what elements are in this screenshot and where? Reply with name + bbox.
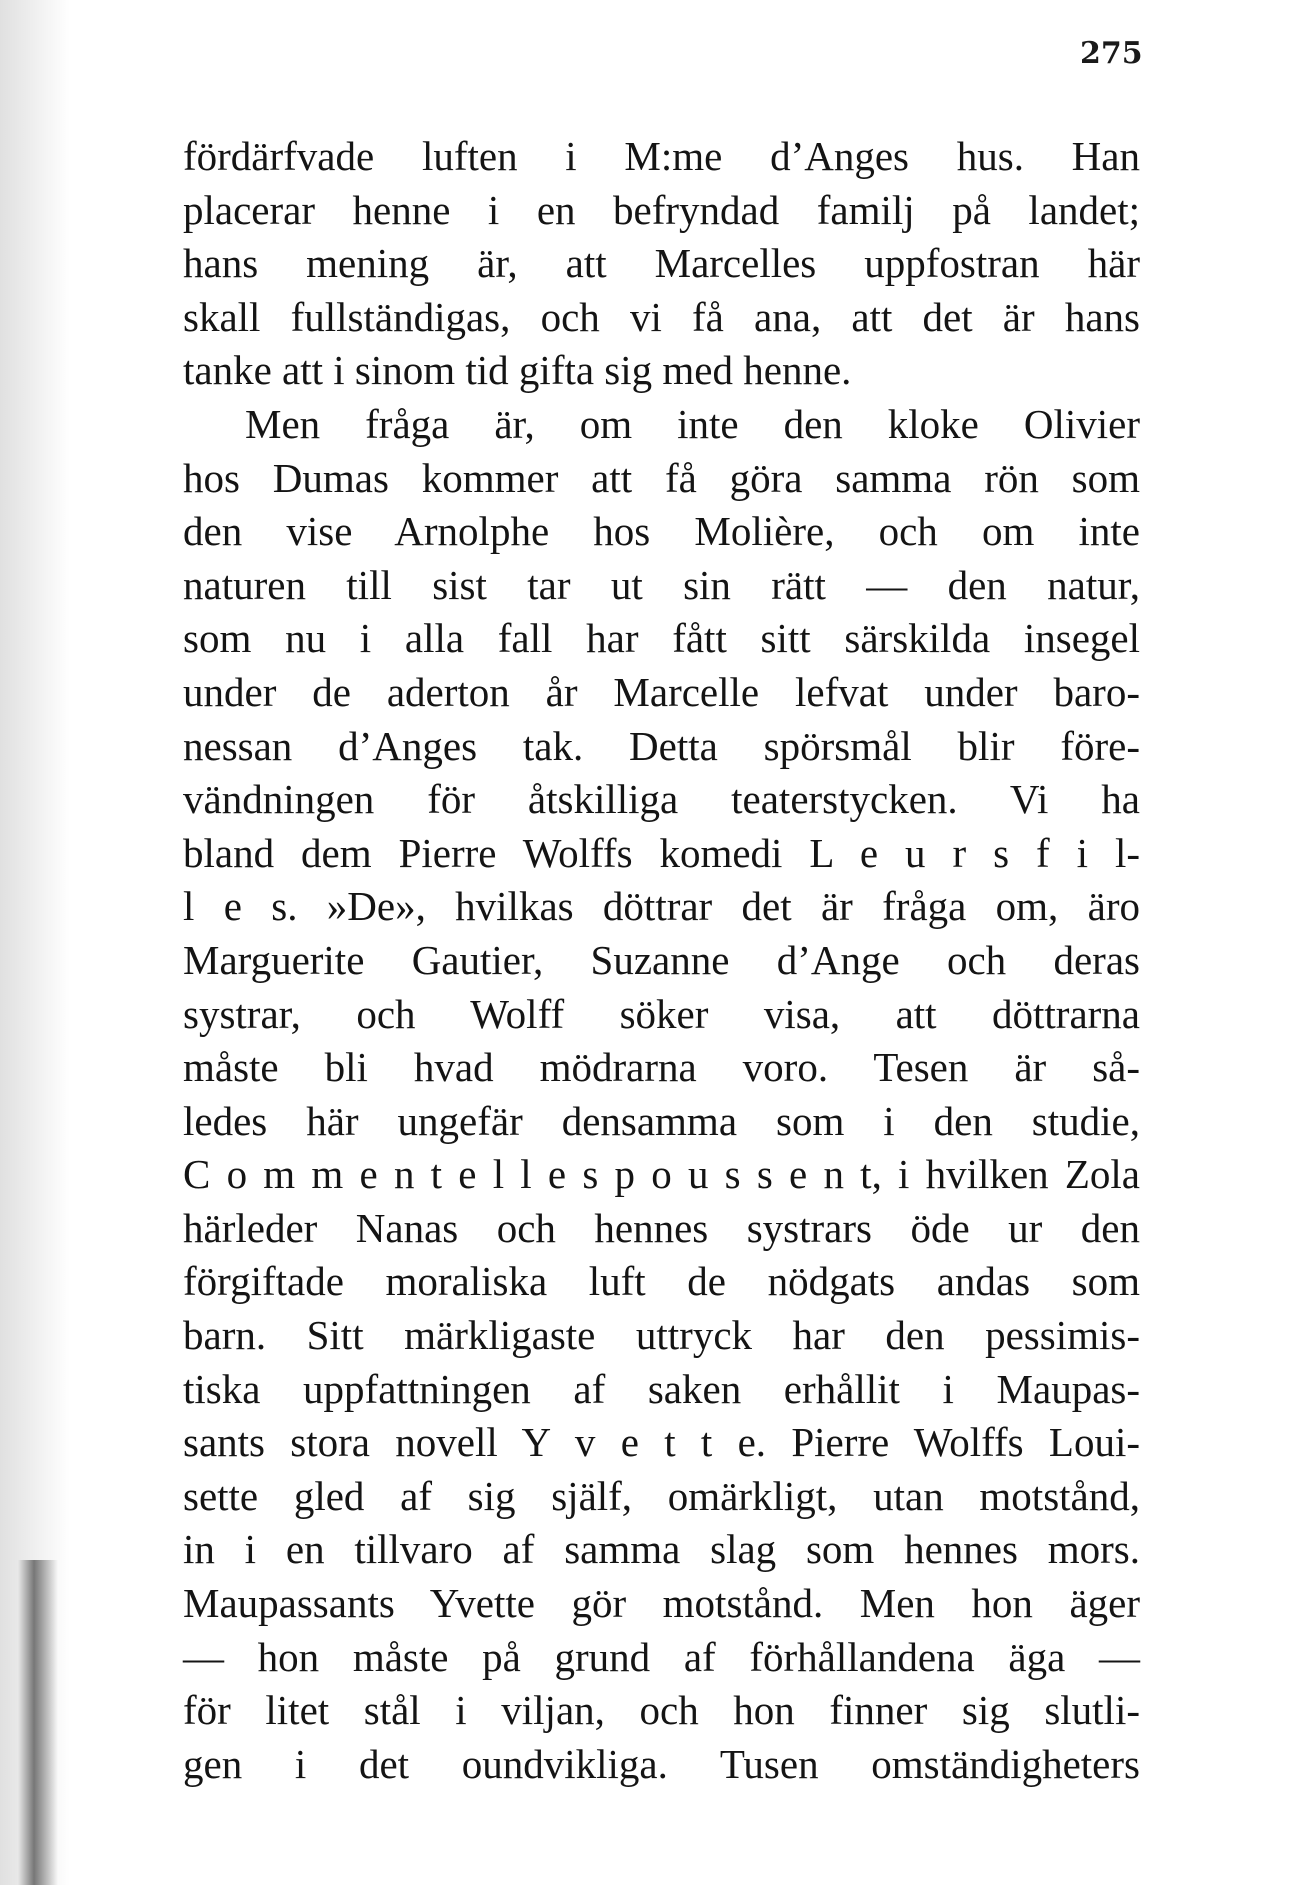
text-line-23: barn. Sitt märkligaste uttryck har den pessimis- (183, 1312, 1140, 1359)
text-line-29: — hon måste på grund af förhållandena äga — (183, 1633, 1140, 1680)
text-line-10: som nu i alla fall har fått sitt särskilda insegel (183, 615, 1140, 662)
text-line-9: naturen till sist tar ut sin rätt — den natur, (183, 561, 1140, 608)
text-line-1: fördärfvade luften i M:me d’Anges hus. Han (183, 133, 1140, 179)
text-line-7: hos Dumas kommer att få göra samma rön som (183, 454, 1140, 501)
page-binding-edge (18, 1560, 58, 1885)
text-line-2: placerar henne i en befryndad familj på landet; (183, 186, 1140, 233)
text-line-8: den vise Arnolphe hos Molière, och om inte (183, 508, 1140, 555)
text-line-26: sette gled af sig själf, omärkligt, utan motstånd, (183, 1472, 1140, 1519)
text-line-21: härleder Nanas och hennes systrars öde ur den (183, 1204, 1140, 1251)
text-line-30: för litet stål i viljan, och hon finner sig slutli- (183, 1687, 1140, 1734)
text-line-18: måste bli hvad mödrarna voro. Tesen är så- (183, 1044, 1140, 1091)
text-line-5: tanke att i sinom tid gifta sig med henne. (183, 347, 852, 394)
text-line-27: in i en tillvaro af samma slag som hennes mors. (183, 1526, 1140, 1573)
text-line-22: förgiftade moraliska luft de nödgats andas som (183, 1258, 1140, 1305)
text-line-6: Men fråga är, om inte den kloke Olivier (245, 400, 1140, 447)
text-line-15: l e s. »De», hvilkas döttrar det är fråga om, äro (183, 883, 1140, 930)
page-number: 275 (1080, 36, 1143, 71)
body-text (183, 130, 1140, 1791)
text-line-4: skall fullständigas, och vi få ana, att det är hans (183, 293, 1140, 340)
text-line-20: C o m m e n t e l l e s p o u s s e n t, i hvilken Zola (183, 1151, 1140, 1198)
text-line-24: tiska uppfattningen af saken erhållit i Maupas- (183, 1365, 1140, 1412)
text-line-11: under de aderton år Marcelle lefvat under baro- (183, 668, 1140, 715)
text-line-14: bland dem Pierre Wolffs komedi L e u r s f i l- (183, 829, 1140, 876)
text-line-31: gen i det oundvikliga. Tusen omständigheters (183, 1740, 1140, 1787)
text-line-28: Maupassants Yvette gör motstånd. Men hon äger (183, 1580, 1140, 1627)
text-line-13: vändningen för åtskilliga teaterstycken. Vi ha (183, 776, 1140, 823)
text-line-12: nessan d’Anges tak. Detta spörsmål blir före- (183, 722, 1140, 769)
text-line-16: Marguerite Gautier, Suzanne d’Ange och deras (183, 936, 1140, 983)
text-line-17: systrar, och Wolff söker visa, att döttrarna (183, 990, 1140, 1037)
text-line-19: ledes här ungefär densamma som i den studie, (183, 1097, 1140, 1144)
text-line-3: hans mening är, att Marcelles uppfostran här (183, 240, 1140, 287)
text-line-25: sants stora novell Y v e t t e. Pierre Wolffs Loui- (183, 1419, 1140, 1466)
